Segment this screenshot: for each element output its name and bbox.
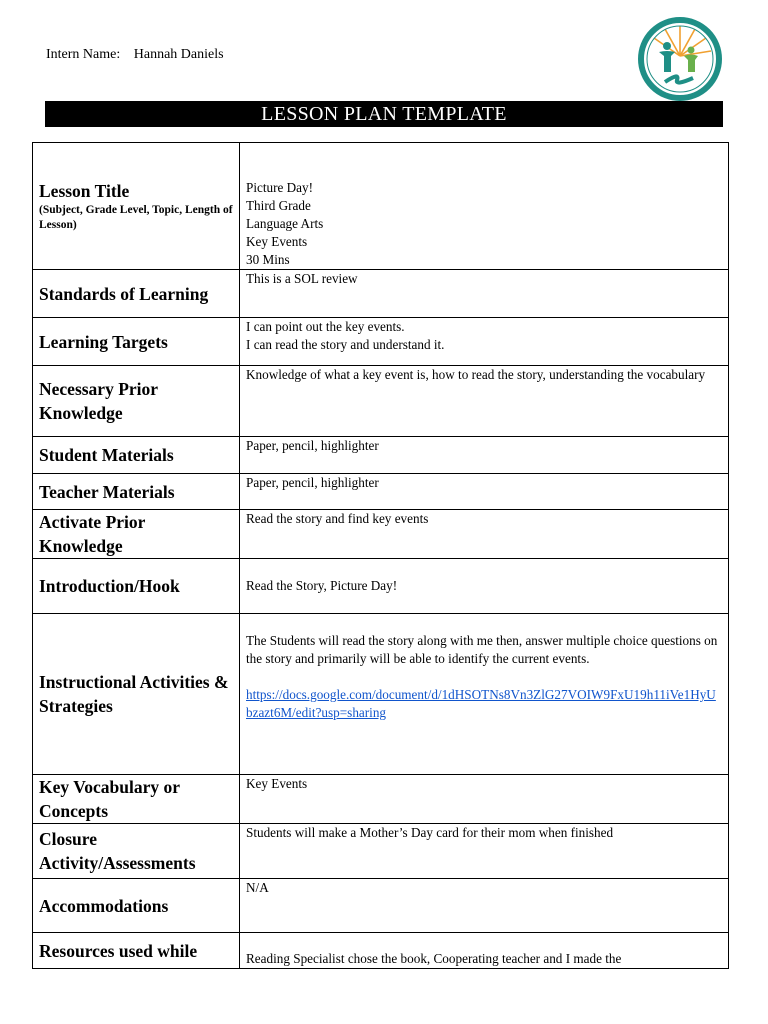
- row-text: This is a SOL review: [246, 271, 358, 286]
- table-row: [33, 614, 729, 775]
- intern-name-label: Intern Name:: [46, 47, 121, 62]
- row-label: Accommodations: [39, 895, 169, 916]
- table-row: [33, 143, 729, 270]
- vocabulary-label-cell: [33, 775, 240, 824]
- table-row: [33, 775, 729, 824]
- row-sublabel: (Subject, Grade Level, Topic, Length of Lesson): [39, 204, 233, 231]
- lesson-title-label-cell: [33, 143, 240, 270]
- target-line: I can point out the key events.: [246, 319, 405, 334]
- resources-label-cell: [33, 933, 240, 969]
- vocabulary-content-cell: [240, 775, 729, 824]
- student-materials-label-cell: [33, 437, 240, 474]
- instructional-label-cell: [33, 614, 240, 775]
- table-row: [33, 933, 729, 969]
- row-label: Necessary Prior Knowledge: [39, 379, 158, 423]
- row-text: Read the Story, Picture Day!: [246, 578, 398, 593]
- lesson-plan-table: [32, 142, 729, 969]
- standards-label-cell: [33, 270, 240, 318]
- table-row: [33, 318, 729, 366]
- lesson-title-content-cell: [240, 143, 729, 270]
- activate-prior-content-cell: [240, 510, 729, 559]
- intro-hook-label-cell: [33, 559, 240, 614]
- row-label: Activate Prior Knowledge: [39, 512, 146, 556]
- row-label: Teacher Materials: [39, 481, 175, 502]
- accommodations-label-cell: [33, 879, 240, 933]
- row-label: Learning Targets: [39, 331, 168, 352]
- row-text: Reading Specialist chose the book, Cooperating teacher and I made the: [246, 951, 622, 966]
- prior-knowledge-label-cell: [33, 366, 240, 437]
- prior-knowledge-content-cell: [240, 366, 729, 437]
- row-text: Paper, pencil, highlighter: [246, 475, 379, 490]
- student-materials-content-cell: [240, 437, 729, 474]
- lesson-title-line: Picture Day!: [246, 180, 314, 195]
- table-row: [33, 559, 729, 614]
- row-label: Closure Activity/Assessments: [39, 829, 196, 873]
- instructional-content-cell: [240, 614, 729, 775]
- table-row: [33, 270, 729, 318]
- table-row: [33, 437, 729, 474]
- row-text: The Students will read the story along with me then, answer multiple choice questions on the story and primarily will be able to identify the current events.: [246, 633, 718, 666]
- row-label: Resources used while: [39, 940, 198, 961]
- closure-content-cell: [240, 824, 729, 879]
- row-label: Student Materials: [39, 445, 174, 465]
- row-text: N/A: [246, 880, 269, 895]
- row-label: Lesson Title: [39, 181, 130, 201]
- intern-name-line: [46, 47, 224, 63]
- resources-content-cell: [240, 933, 729, 969]
- page-title: LESSON PLAN TEMPLATE: [45, 101, 723, 127]
- row-label: Introduction/Hook: [39, 576, 180, 596]
- row-text: Knowledge of what a key event is, how to read the story, understanding the vocabulary: [246, 367, 706, 382]
- targets-content-cell: [240, 318, 729, 366]
- school-logo-icon: [637, 16, 723, 102]
- target-line: I can read the story and understand it.: [246, 337, 445, 352]
- accommodations-content-cell: [240, 879, 729, 933]
- row-label: Key Vocabulary or Concepts: [39, 777, 180, 821]
- lesson-title-line: Language Arts: [246, 216, 324, 231]
- closure-label-cell: [33, 824, 240, 879]
- row-label: Instructional Activities & Strategies: [39, 672, 229, 716]
- lesson-title-line: Key Events: [246, 234, 308, 249]
- document-link[interactable]: https://docs.google.com/document/d/1dHSOTNs8Vn3ZlG27VOIW9FxU19h11iVe1HyUbzazt6M/edit?usp=sharing: [246, 687, 716, 720]
- table-row: [33, 510, 729, 559]
- lesson-title-line: 30 Mins: [246, 252, 290, 267]
- table-row: [33, 366, 729, 437]
- intro-hook-content-cell: [240, 559, 729, 614]
- table-row: [33, 474, 729, 510]
- teacher-materials-content-cell: [240, 474, 729, 510]
- activate-prior-label-cell: [33, 510, 240, 559]
- table-row: [33, 824, 729, 879]
- intern-name-value: Hannah Daniels: [133, 47, 224, 62]
- row-text: Read the story and find key events: [246, 511, 429, 526]
- row-text: Students will make a Mother’s Day card for their mom when finished: [246, 825, 614, 840]
- row-text: Key Events: [246, 776, 308, 791]
- lesson-title-line: Third Grade: [246, 198, 311, 213]
- teacher-materials-label-cell: [33, 474, 240, 510]
- row-label: Standards of Learning: [39, 283, 209, 304]
- row-text: Paper, pencil, highlighter: [246, 438, 379, 453]
- table-row: [33, 879, 729, 933]
- standards-content-cell: [240, 270, 729, 318]
- targets-label-cell: [33, 318, 240, 366]
